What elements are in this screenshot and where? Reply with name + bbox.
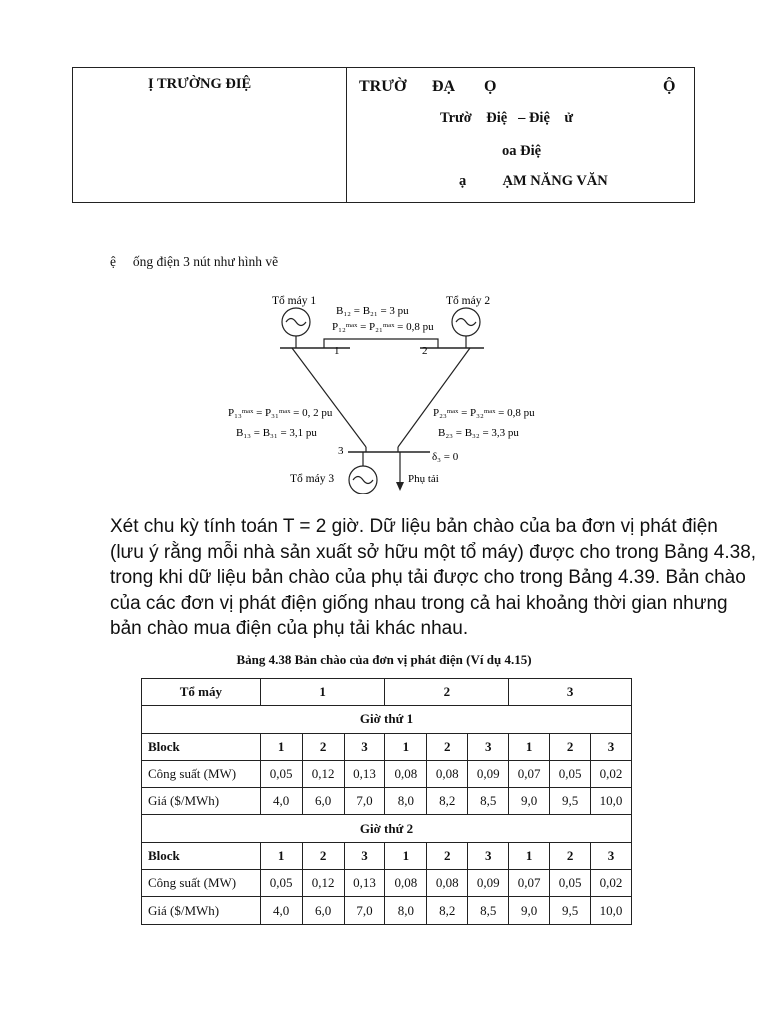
gen3-label: Tổ máy 3 (290, 473, 335, 485)
table-cell: 10,0 (591, 897, 632, 924)
b13-label: B₁₃ = B₃₁ = 3,1 pu (236, 427, 317, 439)
table-cell: 0,13 (344, 760, 385, 787)
header-divider (346, 67, 347, 203)
table-cell: 2 (427, 842, 468, 869)
table-cell: 1 (385, 842, 427, 869)
gen1-label: Tổ máy 1 (272, 295, 317, 307)
table-cell: 0,05 (260, 760, 302, 787)
table-cell: 0,12 (302, 870, 344, 897)
table-cell: 1 (509, 842, 550, 869)
table-cell: 1 (260, 842, 302, 869)
header-right-line1-a: TRƯỜ (359, 78, 407, 95)
table-cell: 0,05 (550, 870, 591, 897)
table-cell: 3 (344, 733, 385, 760)
table-cell: 9,5 (550, 788, 591, 815)
row-label: Công suất (MW) (142, 760, 261, 787)
table-cell: 2 (302, 842, 344, 869)
table-cell: 0,08 (427, 870, 468, 897)
period-label: Giờ thứ 1 (142, 706, 632, 733)
block-row (142, 842, 632, 869)
table-cell: 0,13 (344, 870, 385, 897)
header-right-line1-c: Ọ (484, 78, 497, 95)
table-cell: 6,0 (302, 788, 344, 815)
table-cell: 2 (427, 733, 468, 760)
table-cell: 8,2 (427, 897, 468, 924)
header-right-line2: Trườ Điệ – Điệ ử (440, 110, 574, 126)
node-1-label: 1 (334, 345, 340, 357)
load-label: Phụ tải (408, 473, 439, 485)
row-label: Giá ($/MWh) (142, 788, 261, 815)
row-label: Công suất (MW) (142, 870, 261, 897)
body-paragraph (110, 514, 757, 642)
gen2-label: Tổ máy 2 (446, 295, 491, 307)
table-cell: 10,0 (591, 788, 632, 815)
p12-label: P₁₂ᵐᵃˣ = P₂₁ᵐᵃˣ = 0,8 pu (332, 321, 434, 333)
unit-3-header: 3 (509, 679, 632, 706)
power-row (142, 760, 632, 787)
header-right-line1-d: Ộ (663, 78, 676, 95)
table-cell: 0,09 (468, 760, 509, 787)
b12-label: B₁₂ = B₂₁ = 3 pu (336, 305, 409, 317)
table-cell: 0,02 (591, 760, 632, 787)
p23-label: P₂₃ᵐᵃˣ = P₃₂ᵐᵃˣ = 0,8 pu (433, 407, 535, 419)
header-right-line1-b: ĐẠ (432, 78, 456, 95)
table-cell: 8,0 (385, 897, 427, 924)
header-left-title: Ị TRƯỜNG ĐIỆ (148, 76, 252, 92)
table-cell: 9,0 (509, 788, 550, 815)
price-row (142, 897, 632, 924)
b23-label: B₂₃ = B₃₂ = 3,3 pu (438, 427, 519, 439)
table-cell: 9,5 (550, 897, 591, 924)
unit-header-cell: Tổ máy (142, 679, 261, 706)
table-cell: 8,0 (385, 788, 427, 815)
table-cell: 0,08 (385, 760, 427, 787)
table-cell: 6,0 (302, 897, 344, 924)
period-row (142, 706, 632, 733)
table-caption: Bảng 4.38 Bản chào của đơn vị phát điện (Ví dụ 4.15) (236, 652, 532, 667)
row-label: Block (142, 842, 261, 869)
header-right-line3: oa Điệ (502, 143, 542, 159)
generator-3-wave (353, 477, 373, 484)
generator-1-wave (286, 319, 306, 326)
paragraph-line: của các đơn vị phát điện giống nhau trong cả hai khoảng thời gian nhưng (110, 592, 728, 614)
power-row (142, 870, 632, 897)
table-cell: 3 (591, 733, 632, 760)
block-row (142, 733, 632, 760)
table-header-row (142, 679, 632, 706)
table-cell: 0,05 (260, 870, 302, 897)
table-cell: 2 (550, 733, 591, 760)
delta3-label: δ₃ = 0 (432, 451, 459, 463)
price-row (142, 788, 632, 815)
table-cell: 3 (344, 842, 385, 869)
table-cell: 0,08 (385, 870, 427, 897)
paragraph-line: (lưu ý rằng mỗi nhà sản xuất sở hữu một tổ máy) được cho trong Bảng 4.38, (110, 541, 757, 563)
load-arrow-head (396, 482, 404, 491)
table-cell: 1 (385, 733, 427, 760)
p13-label: P₁₃ᵐᵃˣ = P₃₁ᵐᵃˣ = 0, 2 pu (228, 407, 333, 419)
table-cell: 8,5 (468, 788, 509, 815)
paragraph-line: bản chào mua điện của phụ tải khác nhau. (110, 618, 469, 640)
generator-2-wave (456, 319, 476, 326)
node-2-label: 2 (422, 345, 428, 357)
table-cell: 4,0 (260, 897, 302, 924)
unit-2-header: 2 (385, 679, 509, 706)
table-cell: 4,0 (260, 788, 302, 815)
table-cell: 0,08 (427, 760, 468, 787)
period-row (142, 815, 632, 842)
node-3-label: 3 (338, 445, 344, 457)
intro-text: ệ ống điện 3 nút như hình vẽ (110, 254, 279, 269)
three-bus-diagram (220, 282, 560, 494)
table-cell: 7,0 (344, 897, 385, 924)
table-cell: 1 (260, 733, 302, 760)
table-cell: 9,0 (509, 897, 550, 924)
period-label: Giờ thứ 2 (142, 815, 632, 842)
paragraph-line: Xét chu kỳ tính toán T = 2 giờ. Dữ liệu bản chào của ba đơn vị phát điện (110, 516, 718, 537)
table-cell: 2 (550, 842, 591, 869)
table-cell: 0,12 (302, 760, 344, 787)
table-cell: 2 (302, 733, 344, 760)
line-1-2 (324, 339, 438, 348)
table-body (142, 679, 632, 925)
header-right-line4: ạ ẠM NĂNG VĂN (459, 173, 608, 189)
table-cell: 0,07 (509, 870, 550, 897)
row-label: Block (142, 733, 261, 760)
table-cell: 7,0 (344, 788, 385, 815)
table-cell: 8,2 (427, 788, 468, 815)
table-cell: 0,07 (509, 760, 550, 787)
table-cell: 0,02 (591, 870, 632, 897)
row-label: Giá ($/MWh) (142, 897, 261, 924)
table-cell: 1 (509, 733, 550, 760)
generator-offer-table (141, 678, 632, 925)
table-cell: 8,5 (468, 897, 509, 924)
table-cell: 3 (468, 733, 509, 760)
table-cell: 3 (591, 842, 632, 869)
unit-1-header: 1 (260, 679, 385, 706)
table-cell: 3 (468, 842, 509, 869)
paragraph-line: trong khi dữ liệu bản chào của phụ tải được cho trong Bảng 4.39. Bản chào (110, 567, 746, 589)
table-cell: 0,05 (550, 760, 591, 787)
table-cell: 0,09 (468, 870, 509, 897)
